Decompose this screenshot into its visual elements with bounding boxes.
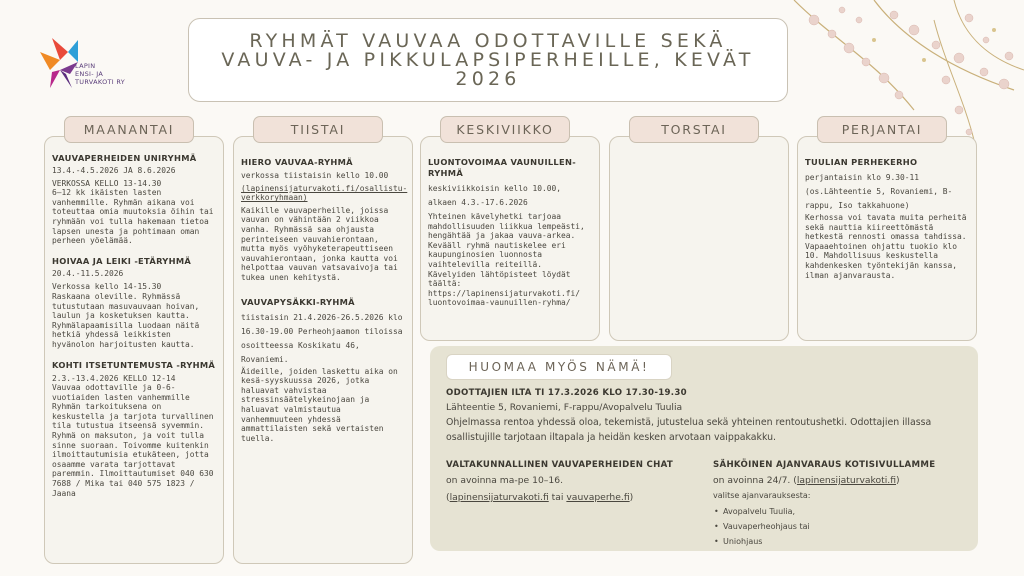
group-description: Vauvaa odottaville ja 0-6-vuotiaiden lasten vanhemmille Ryhmän tarkoituksena on keskustella ja tarjota turvallinen tila tutustua itseensä syvemmin. Ryhmä on maksuton, ja voit tulla sinne suoraan. Toivomme kuitenkin ilmoittautumisia etukäteen, jotta osaamme varata tarjottavat paremmin. Ilmoittautumiset 040 630 7688 / Mika tai 040 575 1823 / Jaana	[52, 383, 214, 498]
group-description: Äideille, joiden laskettu aika on kesä-syyskuussa 2026, jotka haluavat vahvistaa stressinsäätelykeinojaan ja haluavat valmistautua vanhemmuuteen yhdessä ammattilaisten sekä vertaisten tuella.	[241, 366, 398, 443]
chat-block	[446, 460, 706, 505]
day-header-wednesday: KESKIVIIKKO	[440, 116, 570, 143]
day-header-friday: PERJANTAI	[817, 116, 947, 143]
group-title: VAUVAPERHEIDEN UNIRYHMÄ	[52, 153, 197, 163]
group-title: LUONTOVOIMAA VAUNUILLEN-RYHMÄ	[428, 157, 576, 178]
group-link[interactable]: (lapinensijaturvakoti.fi/osallistu-verkkoryhmaan)	[241, 183, 408, 203]
chat-title: VALTAKUNNALLINEN VAUVAPERHEIDEN CHAT	[446, 460, 674, 470]
notes-heading: HUOMAA MYÖS NÄMÄ!	[446, 354, 672, 380]
column-monday	[44, 136, 224, 564]
group-dates: 20.4.-11.5.2026	[52, 268, 124, 278]
chat-hours: on avoinna ma-pe 10–16.	[446, 475, 563, 486]
booking-options	[713, 504, 973, 549]
chat-links: (lapinensijaturvakoti.fi tai vauvaperhe.fi)	[446, 492, 634, 503]
day-header-tuesday: TIISTAI	[253, 116, 383, 143]
group-title: TUULIAN PERHEKERHO	[805, 157, 918, 167]
list-item: • Avopalvelu Tuulia,	[713, 504, 973, 519]
event-block	[446, 388, 966, 445]
group-title: KOHTI ITSETUNTEMUSTA -RYHMÄ	[52, 359, 216, 370]
booking-hours: on avoinna 24/7. (lapinensijaturvakoti.fi)	[713, 475, 900, 486]
day-header-thursday: TORSTAI	[629, 116, 759, 143]
title-box	[188, 18, 788, 102]
booking-block	[713, 460, 973, 549]
event-description: Ohjelmassa rentoa yhdessä oloa, tekemistä, jutustelua sekä yhteinen rentoutushetki. Odottajien illassa osallistujille tarjotaan iltapala ja heidän kesken arvotaan vaippakakku.	[446, 417, 932, 443]
column-tuesday	[233, 136, 413, 564]
booking-title: SÄHKÖINEN AJANVARAUS KOTISIVULLAMME	[713, 460, 936, 470]
group-description: Kaikille vauvaperheille, joissa vauvan on vähintään 2 viikkoa vanha. Ryhmässä saa ohjausta perinteiseen vauvahierontaan, mutta myös vyöhyketerapeuttiseen vauvahierontaan, jonka kautta voi helpottaa vauvan vatsavaivoja tai tukea unen kehitystä.	[241, 205, 398, 282]
group-time: verkossa tiistaisin kello 10.00	[241, 171, 389, 180]
group-time: perjantaisin klo 9.30-11 (os.Lähteentie 5, Rovaniemi, B-rappu, Iso takkahuone)	[805, 173, 953, 210]
group-description: 6–12 kk ikäisten lasten vanhemmille. Ryhmän aikana voi toteuttaa omia muutoksia öihin tai ryhmään voi tulla hakemaan tietoa lapsen unesta ja pohtimaan oman perheen yöelämää.	[52, 188, 214, 246]
list-item: • Vauvaperheohjaus tai	[713, 519, 973, 534]
event-place: Lähteentie 5, Rovaniemi, F-rappu/Avopalvelu Tuulia	[446, 402, 683, 413]
list-item: • Uniohjaus	[713, 534, 973, 549]
group-time: tiistaisin 21.4.2026-26.5.2026 klo 16.30-19.00 Perheohjaamon tiloissa osoitteessa Koskikatu 46, Rovaniemi.	[241, 312, 403, 364]
logo-text: LAPIN ENSI- JA TURVAKOTI RY	[75, 62, 126, 86]
group-time: keskiviikkoisin kello 10.00, alkaen 4.3.-17.6.2026	[428, 184, 562, 207]
column-friday	[797, 136, 977, 341]
chat-link-2[interactable]: vauvaperhe.fi	[566, 492, 630, 503]
group-time: VERKOSSA KELLO 13-14.30	[52, 178, 162, 188]
group-time: Verkossa kello 14-15.30	[52, 282, 162, 292]
booking-choose: valitse ajanvarauksesta:	[713, 491, 811, 500]
group-dates: 13.4.-4.5.2026 JA 8.6.2026	[52, 166, 176, 175]
group-description: Kerhossa voi tavata muita perheitä sekä nauttia kiireettömästä hetkestä rennosti omassa tahdissa. Vapaaehtoinen ohjattu tuokio klo 10. Mahdollisuus keskustella kahdenkesken työntekijän kanssa, ilman ajanvarausta.	[805, 213, 967, 280]
page-title: RYHMÄT VAUVAA ODOTTAVILLE SEKÄ VAUVA- JA PIKKULAPSIPERHEILLE, KEVÄT 2026	[221, 29, 755, 90]
day-header-monday: MAANANTAI	[64, 116, 194, 143]
column-thursday	[609, 136, 789, 341]
chat-link-1[interactable]: lapinensijaturvakoti.fi	[449, 492, 549, 503]
group-title: HIERO VAUVAA-RYHMÄ	[241, 157, 353, 167]
group-description: Yhteinen kävelyhetki tarjoaa mahdollisuuden liikkua lempeästi, hengähtää ja jakaa vauva-arkea. Kevääll ryhmä nautiskelee eri kaupunginosien luonnosta vaihtelevilla reiteillä. Kävelyiden lähtöpisteet löydät täältä: https://lapinensijaturvakoti.fi/ luontovoimaa-vaunuillen-ryhma/	[428, 212, 585, 308]
group-title: HOIVAA JA LEIKI -ETÄRYHMÄ	[52, 255, 192, 266]
booking-link[interactable]: lapinensijaturvakoti.fi	[796, 475, 897, 486]
group-description: Raskaana oleville. Ryhmässä tutustutaan masuvauvaan hoivan, laulun ja kosketuksen kautta. Ryhmälapaamisilla luodaan näitä hetkiä yhdessä leikkisten hyvänolon harjoitusten kautta.	[52, 291, 200, 349]
group-title: VAUVAPYSÄKKI-RYHMÄ	[241, 296, 355, 307]
column-wednesday	[420, 136, 600, 341]
group-time: 2.3.-13.4.2026 KELLO 12-14	[52, 373, 176, 383]
event-title: ODOTTAJIEN ILTA TI 17.3.2026 KLO 17.30-19.30	[446, 388, 687, 398]
